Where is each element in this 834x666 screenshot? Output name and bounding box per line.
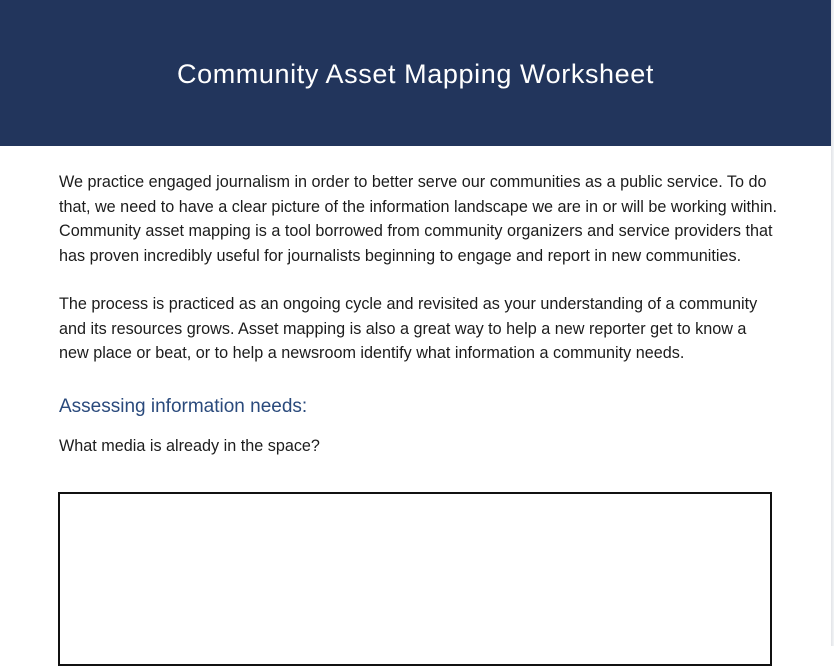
answer-textbox[interactable] — [58, 492, 772, 666]
section-heading: Assessing information needs: — [59, 395, 308, 417]
question-label: What media is already in the space? — [59, 436, 320, 455]
header-banner — [0, 0, 831, 146]
page-title: Community Asset Mapping Worksheet — [177, 58, 654, 89]
intro-paragraph-2: The process is practiced as an ongoing cycle and revisited as your understanding of a community and its resources grows. Asset mapping is also a great way to help a new reporter get to know a new place or beat, or to help a newsroom identify what information a community needs. — [59, 295, 758, 362]
intro-paragraph-1: We practice engaged journalism in order to better serve our communities as a public service. To do that, we need to have a clear picture of the information landscape we are in or will be working within. Community asset mapping is a tool borrowed from community organizers and service providers that has proven incredibly useful for journalists beginning to engage and report in new communities. — [59, 173, 778, 265]
worksheet-content — [59, 170, 779, 458]
